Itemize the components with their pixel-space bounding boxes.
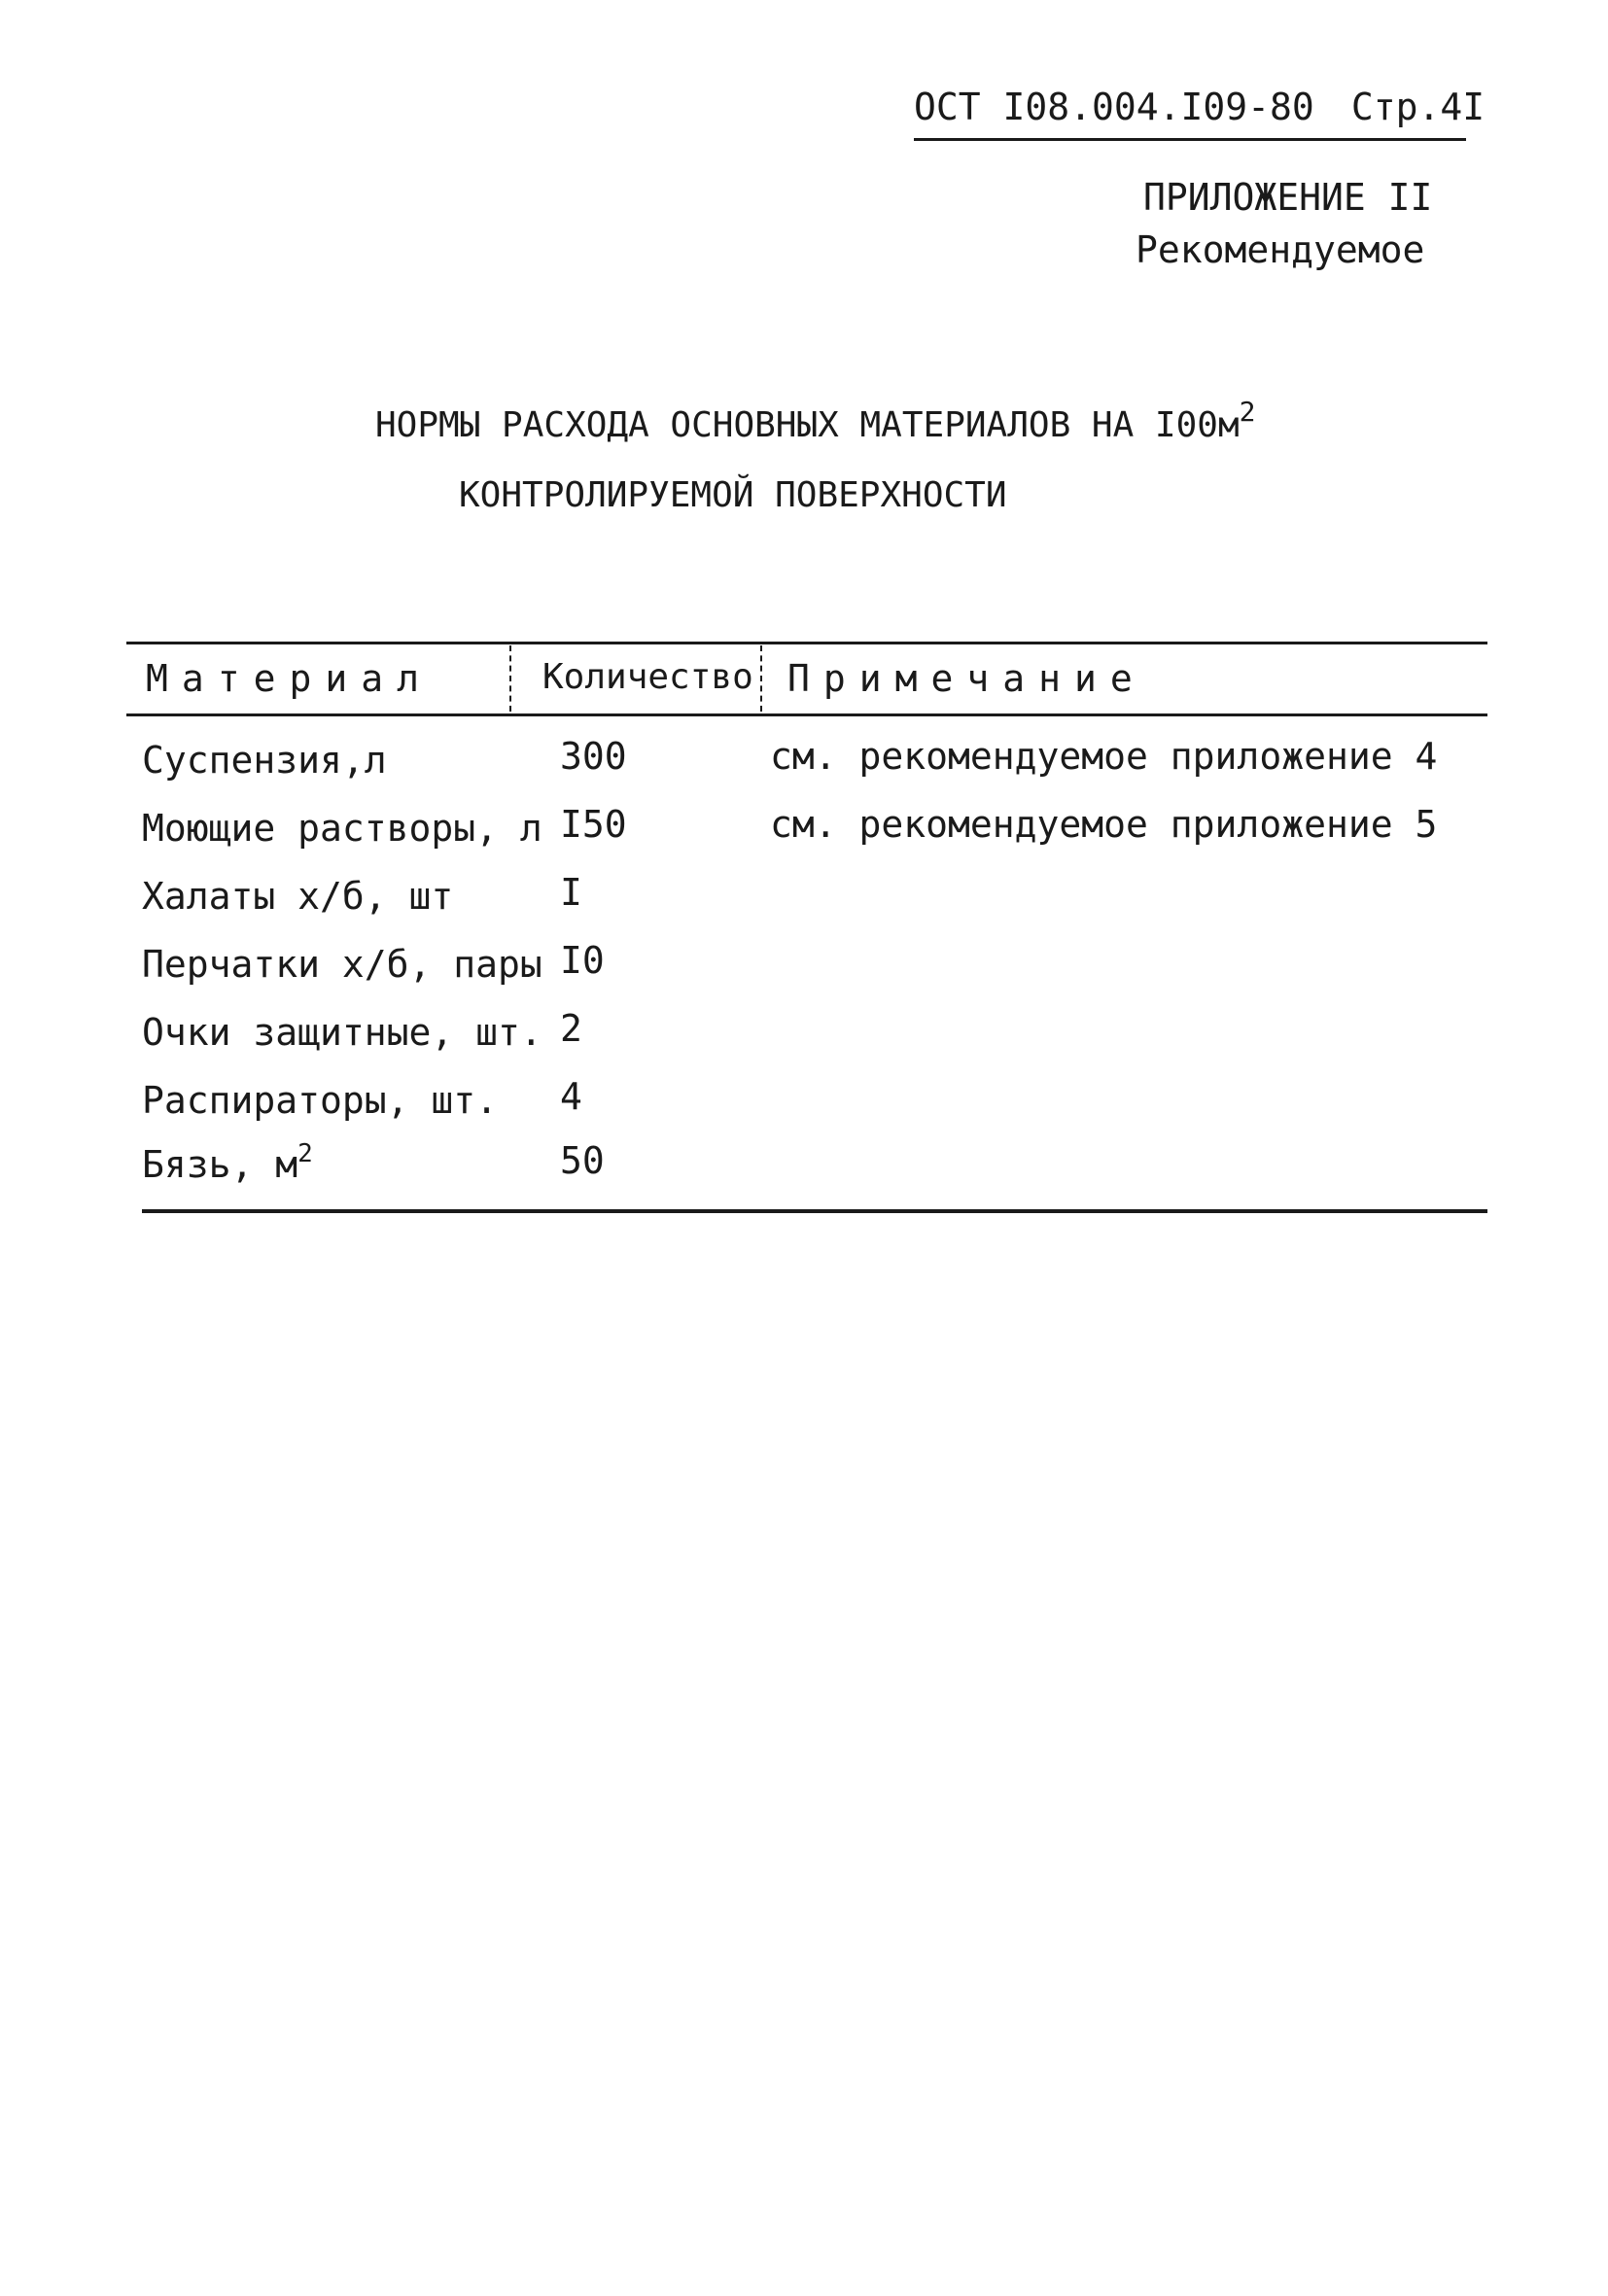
cell-material: Халаты х/б, шт bbox=[142, 875, 454, 918]
cell-quantity: I0 bbox=[560, 939, 605, 982]
cell-material: Моющие растворы, л bbox=[142, 807, 542, 850]
page-number: Стр.4I bbox=[1350, 86, 1486, 128]
cell-material: Бязь, $м^2$ bbox=[142, 1139, 313, 1186]
appendix-status: Рекомендуемое bbox=[1136, 228, 1425, 271]
header-note: Примечание bbox=[787, 657, 1146, 700]
cell-quantity: 2 bbox=[560, 1007, 582, 1050]
appendix-block bbox=[1136, 171, 1433, 276]
cell-quantity: I50 bbox=[560, 803, 627, 846]
document-header bbox=[914, 86, 1486, 141]
table-header-rule bbox=[126, 713, 1487, 716]
table-row bbox=[142, 939, 1487, 1007]
cell-note: см. рекомендуемое приложение 4 bbox=[770, 735, 1438, 778]
table-row bbox=[142, 871, 1487, 939]
table-row bbox=[142, 1075, 1487, 1143]
cell-note: см. рекомендуемое приложение 5 bbox=[770, 803, 1438, 846]
header-quantity: Количество bbox=[542, 657, 753, 697]
title-superscript: 2 bbox=[1239, 396, 1256, 428]
table-bottom-rule bbox=[142, 1209, 1487, 1213]
header-separator bbox=[509, 645, 511, 712]
table-row bbox=[142, 1139, 1487, 1207]
cell-material: Распираторы, шт. bbox=[142, 1079, 499, 1122]
title-line-2: КОНТРОЛИРУЕМОЙ ПОВЕРХНОСТИ bbox=[459, 475, 1007, 515]
cell-quantity: 4 bbox=[560, 1075, 582, 1118]
appendix-label: ПРИЛОЖЕНИЕ II bbox=[1143, 176, 1433, 219]
document-code: ОСТ I08.004.I09-80 bbox=[914, 86, 1314, 128]
cell-material: Перчатки х/б, пары bbox=[142, 943, 542, 986]
table-row bbox=[142, 735, 1487, 803]
cell-quantity: 50 bbox=[560, 1139, 605, 1182]
table-top-rule bbox=[126, 642, 1487, 644]
cell-quantity: I bbox=[560, 871, 582, 914]
table-row bbox=[142, 803, 1487, 871]
title-line-1: НОРМЫ РАСХОДА ОСНОВНЫХ МАТЕРИАЛОВ НА $I00м^2$ bbox=[375, 396, 1256, 445]
header-separator bbox=[760, 645, 762, 712]
cell-material: Суспензия,л bbox=[142, 739, 387, 782]
header-material: Материал bbox=[146, 657, 434, 700]
cell-quantity: 300 bbox=[560, 735, 627, 778]
document-title bbox=[375, 377, 1256, 531]
table-row bbox=[142, 1007, 1487, 1075]
cell-material: Очки защитные, шт. bbox=[142, 1011, 542, 1054]
